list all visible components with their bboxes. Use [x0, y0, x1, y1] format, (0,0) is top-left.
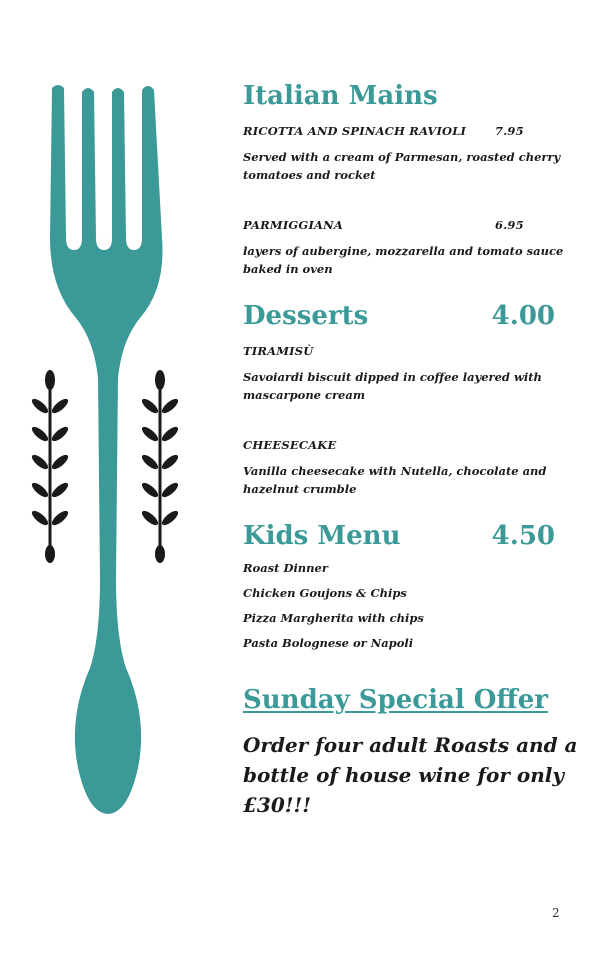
section-title-italian-mains — [243, 80, 573, 112]
offer-title: Sunday Special Offer — [243, 685, 548, 715]
item-description: Served with a cream of Parmesan, roasted cherry tomatoes and rocket — [243, 150, 561, 182]
leaf-sprig-icon — [140, 366, 180, 566]
list-item: Chicken Goujons & Chips — [243, 586, 407, 600]
list-item: Pizza Margherita with chips — [243, 611, 424, 625]
section-title-text: Desserts — [243, 301, 369, 331]
page-number: 2 — [552, 906, 560, 920]
section-title-text: Italian Mains — [243, 81, 438, 111]
item-description: Vanilla cheesecake with Nutella, chocolate and hazelnut crumble — [243, 464, 547, 496]
section-title-desserts — [243, 300, 573, 332]
menu-content — [243, 80, 573, 652]
item-description: layers of aubergine, mozzarella and tomato sauce baked in oven — [243, 244, 564, 276]
menu-item-name — [243, 438, 573, 452]
list-item: Roast Dinner — [243, 561, 328, 575]
list-item: Pasta Bolognese or Napoli — [243, 636, 414, 650]
menu-item-name — [243, 124, 573, 138]
item-description: Savoiardi biscuit dipped in coffee layered with mascarpone cream — [243, 370, 542, 402]
section-price: 4.50 — [491, 521, 555, 551]
offer-text: Order four adult Roasts and a bottle of house wine for only £30!!! — [243, 733, 578, 817]
item-name: RICOTTA AND SPINACH RAVIOLI — [243, 124, 467, 138]
item-name: PARMIGGIANA — [243, 218, 343, 232]
section-title-kids-menu — [243, 520, 573, 552]
item-name: CHEESECAKE — [243, 438, 337, 452]
menu-item-name — [243, 344, 573, 358]
section-price: 4.00 — [491, 301, 555, 331]
item-price: 7.95 — [495, 124, 524, 138]
section-title-text: Kids Menu — [243, 521, 401, 551]
item-name: TIRAMISÙ — [243, 344, 314, 358]
item-price: 6.95 — [495, 218, 524, 232]
leaf-sprig-icon — [30, 366, 70, 566]
menu-item-name — [243, 218, 573, 232]
